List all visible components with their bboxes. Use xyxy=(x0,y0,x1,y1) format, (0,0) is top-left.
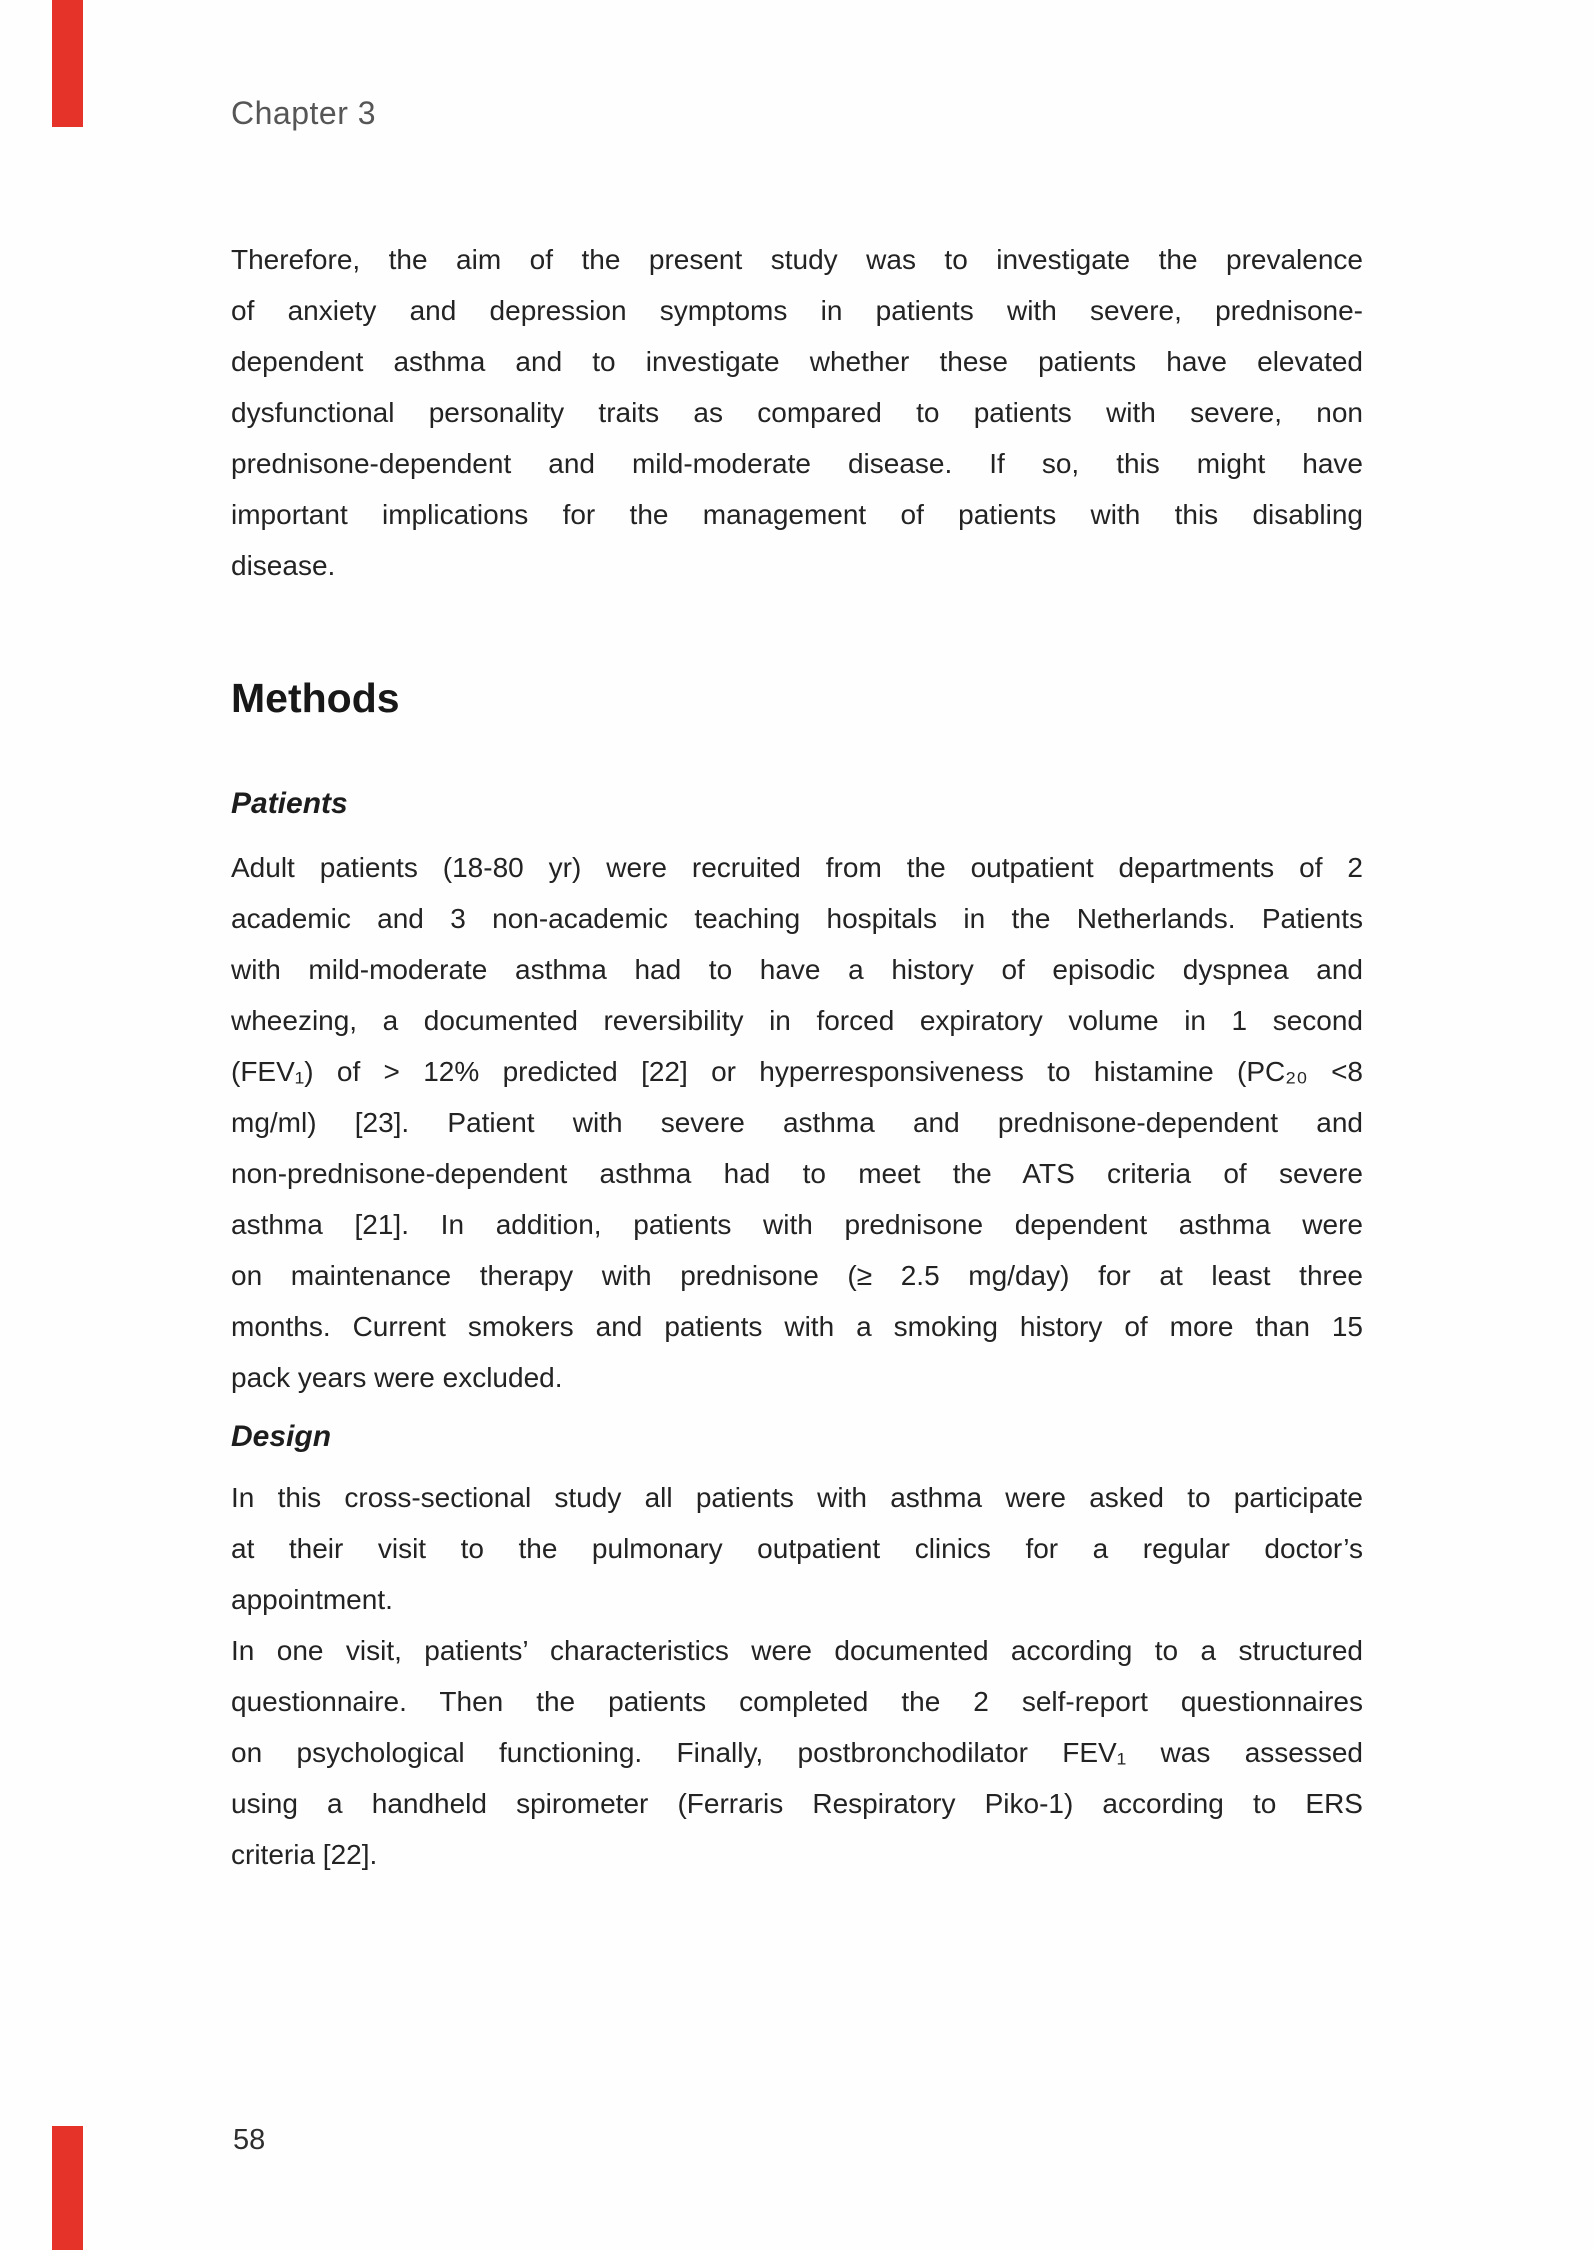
design-subheading: Design xyxy=(231,1420,332,1453)
intro-paragraph xyxy=(231,234,1363,591)
text-line: wheezing, a documented reversibility in forced expiratory volume in 1 second xyxy=(231,1005,1363,1036)
design-paragraph-1 xyxy=(231,1472,1363,1625)
patients-paragraph xyxy=(231,842,1363,1403)
text-line: academic and 3 non-academic teaching hospitals in the Netherlands. Patients xyxy=(231,903,1363,934)
text-line: non-prednisone-dependent asthma had to meet the ATS criteria of severe xyxy=(231,1158,1363,1189)
text-line: with mild-moderate asthma had to have a history of episodic dyspnea and xyxy=(231,954,1363,985)
text-line: dysfunctional personality traits as compared to patients with severe, non xyxy=(231,397,1363,428)
page-number: 58 xyxy=(233,2124,266,2156)
methods-section-heading: Methods xyxy=(231,675,400,721)
chapter-edge-tab-top xyxy=(52,0,83,127)
patients-subheading: Patients xyxy=(231,787,348,820)
text-line: In one visit, patients’ characteristics were documented according to a structured xyxy=(231,1635,1363,1666)
running-header: Chapter 3 xyxy=(231,95,377,131)
text-line: of anxiety and depression symptoms in patients with severe, prednisone- xyxy=(231,295,1363,326)
design-paragraph-2 xyxy=(231,1625,1363,1880)
text-line: mg/ml) [23]. Patient with severe asthma and prednisone-dependent and xyxy=(231,1107,1363,1138)
text-line: dependent asthma and to investigate whether these patients have elevated xyxy=(231,346,1363,377)
text-line: In this cross-sectional study all patients with asthma were asked to participate xyxy=(231,1482,1363,1513)
text-line: asthma [21]. In addition, patients with prednisone dependent asthma were xyxy=(231,1209,1363,1240)
text-line: Adult patients (18-80 yr) were recruited from the outpatient departments of 2 xyxy=(231,852,1363,883)
text-line: months. Current smokers and patients with a smoking history of more than 15 xyxy=(231,1311,1363,1342)
text-line: appointment. xyxy=(231,1584,393,1615)
text-line: important implications for the management of patients with this disabling xyxy=(231,499,1363,530)
text-line: prednisone-dependent and mild-moderate disease. If so, this might have xyxy=(231,448,1363,479)
text-line: on maintenance therapy with prednisone (≥ 2.5 mg/day) for at least three xyxy=(231,1260,1363,1291)
text-line: disease. xyxy=(231,550,336,581)
chapter-edge-tab-bottom xyxy=(52,2126,83,2250)
text-line: (FEV₁) of > 12% predicted [22] or hyperresponsiveness to histamine (PC₂₀ <8 xyxy=(231,1056,1363,1087)
text-line: at their visit to the pulmonary outpatient clinics for a regular doctor’s xyxy=(231,1533,1363,1564)
text-line: criteria [22]. xyxy=(231,1839,378,1870)
text-line: using a handheld spirometer (Ferraris Respiratory Piko-1) according to ERS xyxy=(231,1788,1363,1819)
text-line: questionnaire. Then the patients completed the 2 self-report questionnaires xyxy=(231,1686,1363,1717)
text-line: on psychological functioning. Finally, postbronchodilator FEV₁ was assessed xyxy=(231,1737,1363,1768)
text-line: Therefore, the aim of the present study was to investigate the prevalence xyxy=(231,244,1363,275)
text-line: pack years were excluded. xyxy=(231,1362,563,1393)
